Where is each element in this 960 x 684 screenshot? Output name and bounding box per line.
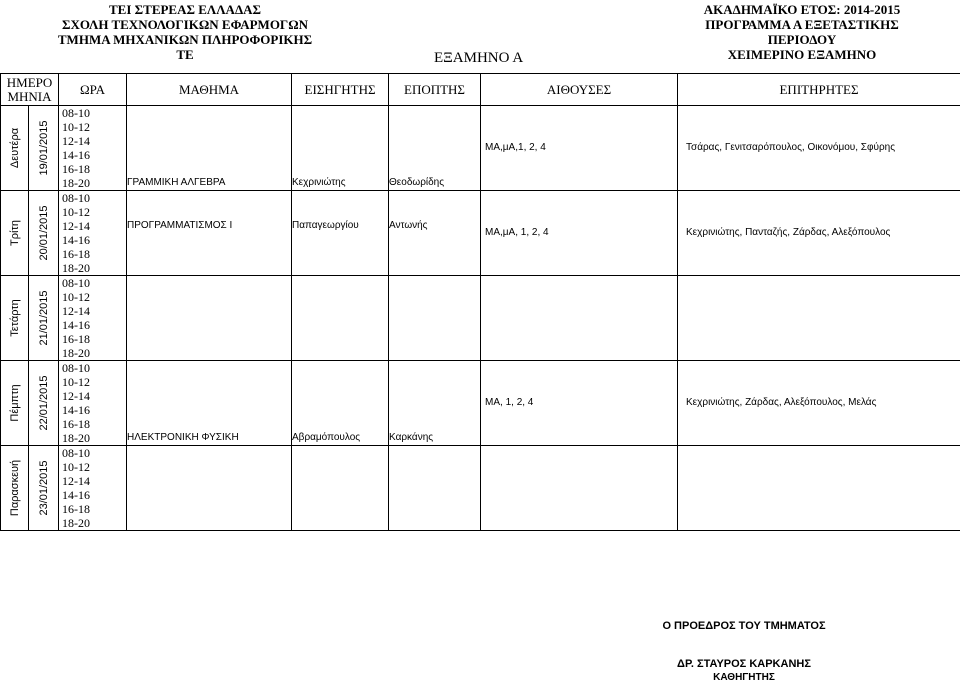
day-date-cell [29, 276, 59, 361]
course-name: ΗΛΕΚΤΡΟΝΙΚΗ ΦΥΣΙΚΗ [127, 431, 292, 446]
supervisor-name [389, 162, 481, 176]
col-time: ΩΡΑ [59, 74, 127, 106]
supervisor-name [389, 516, 481, 531]
time-slot: 14-16 [59, 233, 127, 247]
day-name-cell [1, 446, 29, 531]
course-name [127, 361, 292, 376]
time-slot: 10-12 [59, 290, 127, 304]
instructor-name [292, 389, 389, 403]
instructor-name [292, 290, 389, 304]
supervisor-name [389, 417, 481, 431]
time-slot: 10-12 [59, 375, 127, 389]
chair-title: Ο ΠΡΟΕΔΡΟΣ ΤΟΥ ΤΜΗΜΑΤΟΣ [662, 620, 826, 632]
instructor-name [292, 233, 389, 247]
supervisor-name [389, 446, 481, 461]
time-slot: 16-18 [59, 502, 127, 516]
supervisor-name [389, 233, 481, 247]
course-name [127, 148, 292, 162]
exam-proctors: Κεχρινιώτης, Ζάρδας, Αλεξόπουλος, Μελάς [678, 361, 960, 446]
instructor-name [292, 304, 389, 318]
season: ΧΕΙΜΕΡΙΝΟ ΕΞΑΜΗΝΟ [727, 47, 877, 62]
exam-schedule-table [0, 73, 960, 531]
instructor-name [292, 318, 389, 332]
course-name [127, 304, 292, 318]
course-name [127, 389, 292, 403]
instructor-name: Παπαγεωργίου [292, 219, 389, 233]
instructor-name [292, 403, 389, 417]
supervisor-name [389, 488, 481, 502]
exam-proctors: Κεχρινιώτης, Πανταζής, Ζάρδας, Αλεξόπουλος [678, 191, 960, 276]
instructor-name [292, 276, 389, 291]
day-date: 22/01/2015 [37, 375, 50, 431]
course-name [127, 332, 292, 346]
course-name [127, 290, 292, 304]
course-name [127, 247, 292, 261]
col-date [1, 74, 59, 106]
supervisor-name [389, 318, 481, 332]
semester-title: ΕΞΑΜΗΝΟ Α [434, 50, 524, 66]
course-name [127, 460, 292, 474]
day-date-cell [29, 361, 59, 446]
supervisor-name [389, 205, 481, 219]
time-slot: 16-18 [59, 162, 127, 176]
day-date-cell [29, 191, 59, 276]
time-slot: 08-10 [59, 361, 127, 376]
instructor-name [292, 120, 389, 134]
col-date-line: ΗΜΕΡΟ [6, 74, 53, 90]
schedule-row [1, 191, 960, 206]
supervisor-name [389, 148, 481, 162]
time-slot: 12-14 [59, 219, 127, 233]
time-slot: 10-12 [59, 460, 127, 474]
chair-role: ΚΑΘΗΓΗΤΗΣ [713, 672, 775, 683]
instructor-name [292, 417, 389, 431]
supervisor-name [389, 247, 481, 261]
course-name [127, 346, 292, 361]
day-date: 21/01/2015 [37, 290, 50, 346]
time-slot: 08-10 [59, 106, 127, 121]
day-date-cell [29, 106, 59, 191]
instructor-name [292, 460, 389, 474]
academic-year: ΑΚΑΔΗΜΑΪΚΟ ΕΤΟΣ: 2014-2015 [703, 2, 901, 17]
exam-proctors [678, 446, 960, 531]
time-slot: 18-20 [59, 431, 127, 446]
course-name [127, 375, 292, 389]
time-slot: 16-18 [59, 417, 127, 431]
course-name [127, 318, 292, 332]
time-slot: 08-10 [59, 276, 127, 291]
time-slot: 10-12 [59, 120, 127, 134]
course-name [127, 233, 292, 247]
time-slot: 12-14 [59, 389, 127, 403]
supervisor-name [389, 304, 481, 318]
header-row [1, 74, 960, 106]
course-name [127, 474, 292, 488]
instructor-name [292, 375, 389, 389]
instructor-name [292, 502, 389, 516]
exam-period: ΠΡΟΓΡΑΜΜΑ Α ΕΞΕΤΑΣΤΙΚΗΣ ΠΕΡΙΟΔΟΥ [705, 17, 899, 47]
instructor-name [292, 361, 389, 376]
day-name: Τρίτη [8, 220, 21, 246]
instructor-name [292, 162, 389, 176]
time-slot: 14-16 [59, 403, 127, 417]
course-name: ΓΡΑΜΜΙΚΗ ΑΛΓΕΒΡΑ [127, 176, 292, 191]
instructor-name [292, 106, 389, 121]
day-date: 20/01/2015 [37, 205, 50, 261]
schedule-row [1, 446, 960, 461]
day-date: 23/01/2015 [37, 460, 50, 516]
instructor-name [292, 205, 389, 219]
time-slot: 18-20 [59, 261, 127, 276]
supervisor-name [389, 191, 481, 206]
supervisor-name [389, 474, 481, 488]
course-name [127, 502, 292, 516]
department-name: ΤΜΗΜΑ ΜΗΧΑΝΙΚΩΝ ΠΛΗΡΟΦΟΡΙΚΗΣ ΤΕ [57, 32, 313, 62]
course-name [127, 403, 292, 417]
instructor-name [292, 148, 389, 162]
institution-name: ΤΕΙ ΣΤΕΡΕΑΣ ΕΛΛΑΔΑΣ [109, 2, 261, 17]
exam-rooms [481, 446, 678, 531]
col-date-line: ΜΗΝΙΑ [7, 88, 52, 104]
instructor-name [292, 474, 389, 488]
time-slot: 14-16 [59, 318, 127, 332]
supervisor-name [389, 361, 481, 376]
exam-proctors: Τσάρας, Γενιτσαρόπουλος, Οικονόμου, Σφύρης [678, 106, 960, 191]
time-slot: 18-20 [59, 176, 127, 191]
day-name: Παρασκευή [8, 459, 21, 517]
course-name [127, 446, 292, 461]
course-name [127, 120, 292, 134]
course-name: ΠΡΟΓΡΑΜΜΑΤΙΣΜΟΣ Ι [127, 219, 292, 233]
time-slot: 16-18 [59, 247, 127, 261]
col-rooms: ΑΙΘΟΥΣΕΣ [481, 74, 678, 106]
school-name: ΣΧΟΛΗ ΤΕΧΝΟΛΟΓΙΚΩΝ ΕΦΑΡΜΟΓΩΝ [61, 17, 309, 32]
instructor-name [292, 247, 389, 261]
course-name [127, 134, 292, 148]
instructor-name: Κεχρινιώτης [292, 176, 389, 191]
supervisor-name [389, 502, 481, 516]
col-instructor: ΕΙΣΗΓΗΤΗΣ [292, 74, 389, 106]
schedule-row [1, 276, 960, 291]
institution-header [55, 2, 315, 62]
course-name [127, 261, 292, 276]
supervisor-name [389, 106, 481, 121]
supervisor-name [389, 332, 481, 346]
supervisor-name [389, 460, 481, 474]
time-slot: 12-14 [59, 304, 127, 318]
instructor-name: Αβραμόπουλος [292, 431, 389, 446]
instructor-name [292, 516, 389, 531]
instructor-name [292, 134, 389, 148]
day-name-cell [1, 361, 29, 446]
day-date-cell [29, 446, 59, 531]
chair-name: ΔΡ. ΣΤΑΥΡΟΣ ΚΑΡΚΑΝΗΣ [677, 658, 811, 670]
day-date: 19/01/2015 [37, 120, 50, 176]
supervisor-name: Θεοδωρίδης [389, 176, 481, 191]
day-name: Δευτέρα [8, 127, 21, 169]
supervisor-name [389, 389, 481, 403]
course-name [127, 276, 292, 291]
course-name [127, 417, 292, 431]
supervisor-name [389, 290, 481, 304]
instructor-name [292, 446, 389, 461]
col-proctors: ΕΠΙΤΗΡΗΤΕΣ [678, 74, 960, 106]
supervisor-name [389, 120, 481, 134]
instructor-name [292, 191, 389, 206]
supervisor-name [389, 403, 481, 417]
col-supervisor: ΕΠΟΠΤΗΣ [389, 74, 481, 106]
day-name-cell [1, 276, 29, 361]
time-slot: 16-18 [59, 332, 127, 346]
day-name: Τετάρτη [8, 299, 21, 337]
time-slot: 12-14 [59, 134, 127, 148]
time-slot: 14-16 [59, 148, 127, 162]
time-slot: 12-14 [59, 474, 127, 488]
instructor-name [292, 488, 389, 502]
instructor-name [292, 346, 389, 361]
instructor-name [292, 261, 389, 276]
time-slot: 18-20 [59, 346, 127, 361]
schedule-row [1, 106, 960, 121]
col-course: ΜΑΘΗΜΑ [127, 74, 292, 106]
exam-rooms [481, 276, 678, 361]
supervisor-name: Αντωνής [389, 219, 481, 233]
day-name-cell [1, 191, 29, 276]
course-name [127, 205, 292, 219]
course-name [127, 106, 292, 121]
time-slot: 14-16 [59, 488, 127, 502]
supervisor-name [389, 346, 481, 361]
supervisor-name: Καρκάνης [389, 431, 481, 446]
course-name [127, 162, 292, 176]
supervisor-name [389, 375, 481, 389]
day-name: Πέμπτη [8, 384, 21, 422]
time-slot: 10-12 [59, 205, 127, 219]
exam-rooms: ΜΑ,μΑ, 1, 2, 4 [481, 191, 678, 276]
schedule-row [1, 361, 960, 376]
time-slot: 08-10 [59, 446, 127, 461]
time-slot: 08-10 [59, 191, 127, 206]
exam-proctors [678, 276, 960, 361]
supervisor-name [389, 261, 481, 276]
exam-rooms: ΜΑ,μΑ,1, 2, 4 [481, 106, 678, 191]
supervisor-name [389, 276, 481, 291]
period-header [682, 2, 922, 62]
time-slot: 18-20 [59, 516, 127, 531]
supervisor-name [389, 134, 481, 148]
exam-rooms: ΜΑ, 1, 2, 4 [481, 361, 678, 446]
course-name [127, 191, 292, 206]
course-name [127, 488, 292, 502]
day-name-cell [1, 106, 29, 191]
course-name [127, 516, 292, 531]
instructor-name [292, 332, 389, 346]
